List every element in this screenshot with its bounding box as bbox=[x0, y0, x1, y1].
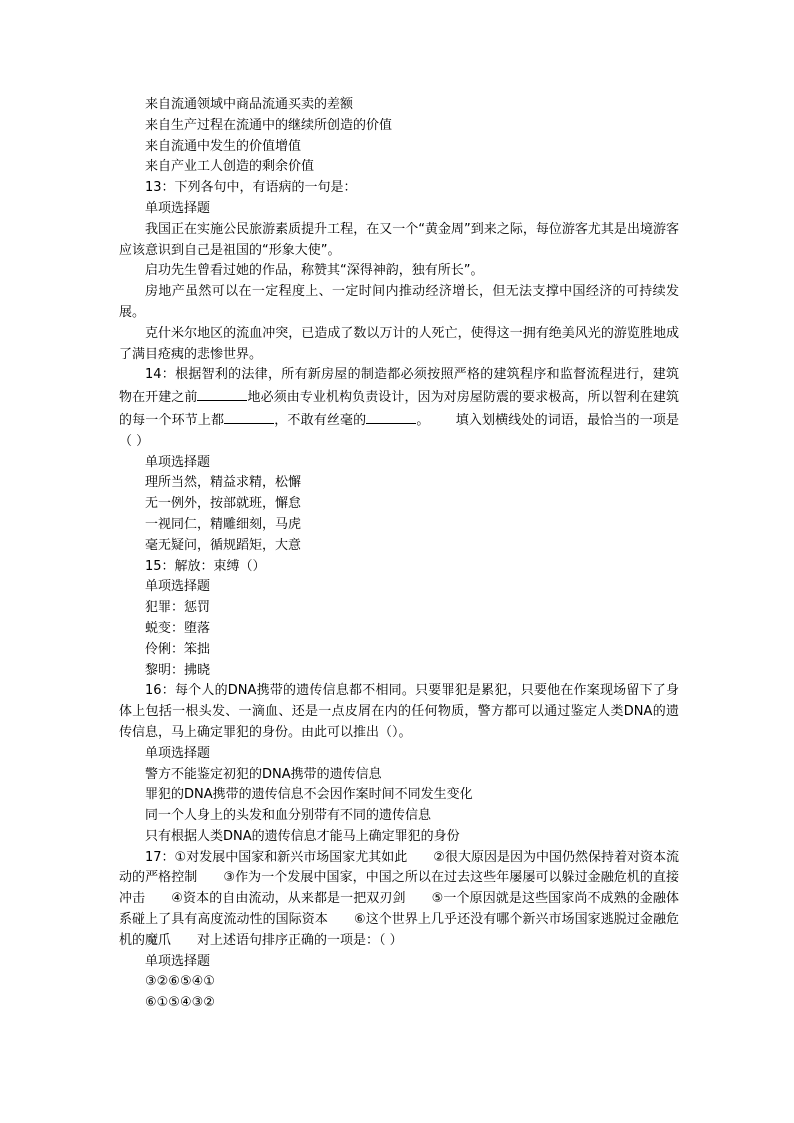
q16-stem: 16：每个人的DNA携带的遗传信息都不相同。只要罪犯是累犯，只要他在作案现场留下了身体上包括一根头发、一滴血、还是一点皮屑在内的任何物质，警方都可以通过鉴定人类DNA的遗传信息，马上确定罪犯的身份。由此可以推出（）。 bbox=[119, 683, 679, 740]
q12-option-c: 来自流通中发生的价值增值 bbox=[145, 138, 302, 154]
q14-stem bbox=[119, 365, 679, 452]
q17-clause: ⑤一个原因就是这些国家尚不成熟的金融体系碰上了具有高度流动性的国际资本 bbox=[119, 891, 679, 928]
q17-stem bbox=[119, 848, 679, 952]
q15-option-a: 犯罪：惩罚 bbox=[145, 600, 211, 616]
q17-clause: ②很大原因是因为中国仍然保持着对资本流动的严格控制 bbox=[119, 849, 680, 886]
q14-option-c: 一视同仁，精雕细刻，马虎 bbox=[145, 516, 302, 532]
q14-type: 单项选择题 bbox=[145, 454, 211, 470]
q12-option-d: 来自产业工人创造的剩余价值 bbox=[145, 159, 315, 175]
q14-stem-part: ，不敢有丝毫的 bbox=[274, 412, 367, 428]
q16-type: 单项选择题 bbox=[145, 745, 211, 761]
q13-option-d: 克什米尔地区的流血冲突，已造成了数以万计的人死亡，使得这一拥有绝美风光的游览胜地成了满目疮痍的悲惨世界。 bbox=[119, 325, 679, 362]
q17-clause: 对上述语句排序正确的一项是：（ ） bbox=[197, 932, 403, 948]
q16-option-b: 罪犯的DNA携带的遗传信息不会因作案时间不同发生变化 bbox=[145, 787, 473, 803]
q16-option-a: 警方不能鉴定初犯的DNA携带的遗传信息 bbox=[145, 766, 382, 782]
q15-type: 单项选择题 bbox=[145, 579, 211, 595]
q14-stem-part: 14：根据智利的法律，所有新房屋的制造都必须按照严格的建筑程序和监督流程进行，建筑物在开建之前 bbox=[119, 367, 679, 406]
q17-clause: ⑥这个世界上几乎还没有哪个新兴市场国家逃脱过金融危机的魔爪 bbox=[119, 912, 679, 948]
q13-option-a: 我国正在实施公民旅游素质提升工程，在又一个“黄金周”到来之际，每位游客尤其是出境游客应该意识到自己是祖国的“形象大使”。 bbox=[119, 221, 679, 258]
q17-clause: ③作为一个发展中国家，中国之所以在过去这些年屡屡可以躲过金融危机的直接冲击 bbox=[119, 870, 679, 907]
q14-option-d: 毫无疑问，循规蹈矩，大意 bbox=[145, 537, 302, 553]
fill-blank bbox=[197, 386, 247, 401]
q17-type: 单项选择题 bbox=[145, 953, 211, 969]
q14-stem-part: 。 bbox=[416, 412, 430, 428]
q13-type: 单项选择题 bbox=[145, 200, 211, 216]
q16-option-d: 只有根据人类DNA的遗传信息才能马上确定罪犯的身份 bbox=[145, 828, 460, 844]
document-body bbox=[119, 95, 679, 1014]
q17-option-b: ⑥①⑤④③② bbox=[145, 995, 215, 1011]
q14-stem-part: 地必须由专业机构负责设计，因为对房屋防震的要求极高，所以智利在建筑的每一个环节上都 bbox=[119, 390, 679, 428]
q13-option-b: 启功先生曾看过她的作品，称赞其“深得神韵，独有所长”。 bbox=[145, 263, 484, 279]
q16-option-c: 同一个人身上的头发和血分别带有不同的遗传信息 bbox=[145, 808, 432, 824]
q15-stem: 15：解放：束缚（） bbox=[145, 558, 266, 574]
q15-option-d: 黎明：拂晓 bbox=[145, 662, 211, 678]
q13-option-c: 房地产虽然可以在一定程度上、一定时间内推动经济增长，但无法支撑中国经济的可持续发展。 bbox=[119, 284, 679, 320]
q15-option-c: 伶俐：笨拙 bbox=[145, 641, 211, 657]
q12-option-b: 来自生产过程在流通中的继续所创造的价值 bbox=[145, 117, 393, 133]
q13-stem: 13：下列各句中，有语病的一句是： bbox=[145, 180, 357, 196]
q14-option-b: 无一例外，按部就班，懈怠 bbox=[145, 496, 302, 512]
fill-blank bbox=[224, 409, 274, 424]
q15-option-b: 蜕变：堕落 bbox=[145, 620, 211, 636]
fill-blank bbox=[366, 409, 416, 424]
q17-clause: 17：①对发展中国家和新兴市场国家尤其如此 bbox=[145, 849, 408, 865]
q17-option-a: ③②⑥⑤④① bbox=[145, 974, 215, 990]
q14-option-a: 理所当然，精益求精，松懈 bbox=[145, 475, 302, 491]
q17-clause: ④资本的自由流动，从来都是一把双刃剑 bbox=[171, 891, 406, 907]
q14-stem-part: 填入划横线处的词语，最恰当的一项是（ ） bbox=[119, 412, 679, 449]
q12-option-a: 来自流通领域中商品流通买卖的差额 bbox=[145, 97, 354, 112]
